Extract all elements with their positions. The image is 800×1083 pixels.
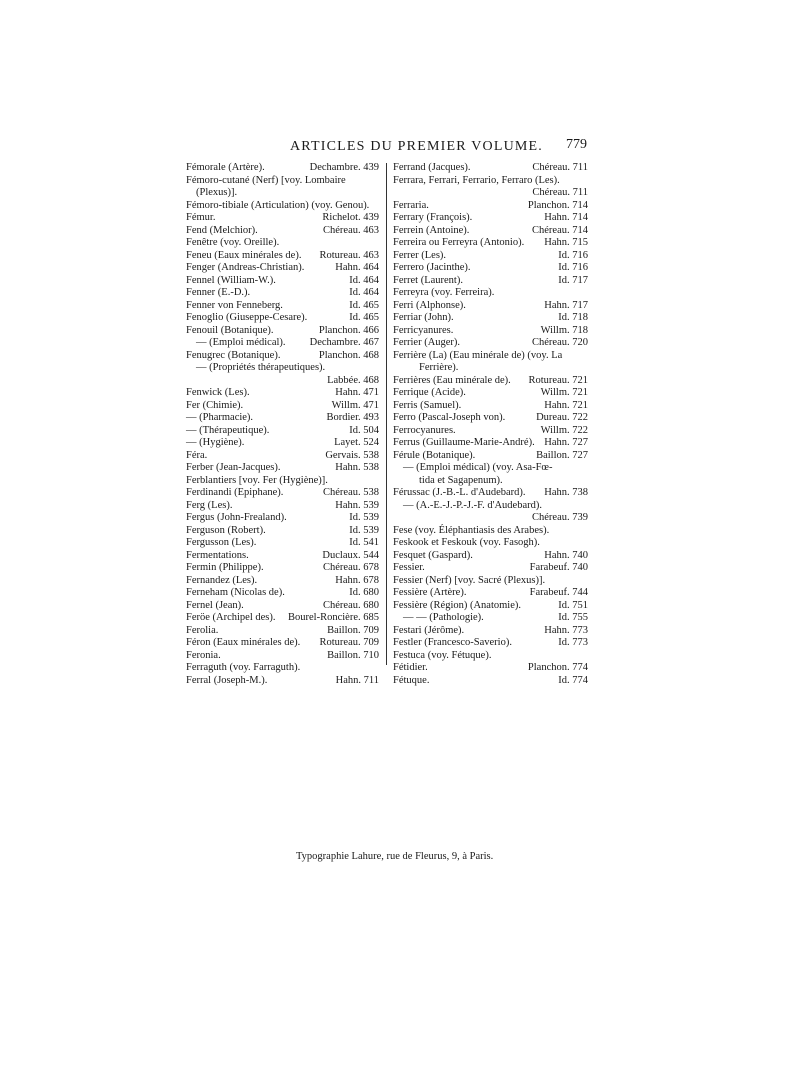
entry-author-page: Planchon. 714 xyxy=(527,199,588,211)
entry-author-page: Hahn. 471 xyxy=(335,387,379,398)
entry-author-page: Dureau. 722 xyxy=(536,412,588,423)
entry-author-page: Planchon. 468 xyxy=(318,349,379,361)
index-entry xyxy=(393,287,588,300)
entry-term: Ferneham (Nicolas de). xyxy=(186,587,285,598)
entry-term: Feröe (Archipel des). xyxy=(186,612,276,623)
entry-term: Ferrocyanures. xyxy=(393,424,456,436)
entry-author-page: Planchon. 466 xyxy=(318,324,379,336)
entry-author-page: Labbée. 468 xyxy=(327,374,379,386)
entry-term: Fergusson (Les). xyxy=(186,537,257,548)
index-entry xyxy=(393,300,588,313)
entry-author-page: Id. 718 xyxy=(558,312,588,323)
printer-imprint: Typographie Lahure, rue de Fleurus, 9, à Paris. xyxy=(296,851,494,862)
entry-author-page: Hahn. 773 xyxy=(544,624,588,636)
entry-term: Fétidier. xyxy=(393,662,428,673)
entry-term: Ferguson (Robert). xyxy=(186,524,266,536)
entry-author-page: Farabeuf. 740 xyxy=(529,562,588,573)
entry-author-page: Chéreau. 739 xyxy=(532,512,588,523)
entry-author-page: Id. 751 xyxy=(558,599,588,611)
index-entry xyxy=(393,375,588,388)
entry-term: Ferrière (La) (Eau minérale de) (voy. La xyxy=(393,349,563,361)
entry-author-page: Planchon. 774 xyxy=(527,662,588,673)
entry-term: Ferret (Laurent). xyxy=(393,274,463,286)
index-entry xyxy=(393,625,588,638)
entry-term: Fennel (William-W.). xyxy=(186,274,276,286)
entry-term: Ferreyra (voy. Ferreira). xyxy=(393,287,495,298)
index-entry xyxy=(393,450,588,463)
entry-author-page: Dechambre. 439 xyxy=(309,162,379,173)
entry-author-page: Hahn. 715 xyxy=(544,237,588,248)
entry-author-page: Id. 464 xyxy=(349,274,379,286)
index-entry xyxy=(186,325,379,338)
entry-term: Ferro (Pascal-Joseph von). xyxy=(393,412,506,423)
entry-author-page: Chéreau. 680 xyxy=(323,599,379,611)
index-entry xyxy=(393,575,588,588)
index-entry xyxy=(393,262,588,275)
entry-term: Fémur. xyxy=(186,212,216,223)
entry-term: Fernel (Jean). xyxy=(186,599,244,611)
index-entry xyxy=(393,400,588,413)
index-entry xyxy=(393,562,588,575)
entry-author-page: Willm. 718 xyxy=(540,324,588,336)
entry-term: Ferrein (Antoine). xyxy=(393,224,470,236)
entry-author-page: Rotureau. 463 xyxy=(319,249,379,261)
index-entry xyxy=(186,537,379,550)
entry-term: Ferrand (Jacques). xyxy=(393,162,471,173)
entry-term: Ferreira ou Ferreyra (Antonio). xyxy=(393,237,525,248)
entry-term: Fenouil (Botanique). xyxy=(186,324,274,336)
entry-author-page: Chéreau. 711 xyxy=(532,162,588,173)
entry-author-page: Hahn. 721 xyxy=(544,399,588,411)
entry-author-page: Id. 504 xyxy=(349,424,379,436)
entry-term: Ferblantiers [voy. Fer (Hygiène)]. xyxy=(186,474,328,486)
entry-term: Ferri (Alphonse). xyxy=(393,299,466,311)
index-entry xyxy=(393,237,588,250)
entry-author-page: Id. 541 xyxy=(349,537,379,548)
entry-author-page: Id. 716 xyxy=(558,249,588,261)
entry-term: Ferrara, Ferrari, Ferrario, Ferraro (Les). xyxy=(393,174,560,186)
index-entry xyxy=(186,337,379,350)
entry-term: Fémoro-cutané (Nerf) [voy. Lombaire xyxy=(186,174,346,186)
entry-author-page: Hahn. 678 xyxy=(335,574,379,586)
index-entry xyxy=(393,537,588,550)
index-entry xyxy=(186,650,379,663)
entry-term: Fessier. xyxy=(393,562,425,573)
entry-term: Fermentations. xyxy=(186,549,249,561)
index-entry xyxy=(393,525,588,538)
entry-author-page: Hahn. 717 xyxy=(544,299,588,311)
entry-author-page: Richelot. 439 xyxy=(322,212,379,223)
entry-author-page: Id. 539 xyxy=(349,512,379,523)
index-entry xyxy=(186,562,379,575)
index-entry xyxy=(186,450,379,463)
index-entry xyxy=(393,587,588,600)
entry-term: Festler (Francesco-Saverio). xyxy=(393,637,512,648)
entry-author-page: Bourel-Roncière. 685 xyxy=(288,612,379,623)
entry-term: — (Emploi médical) (voy. Asa-Fœ- xyxy=(403,462,553,473)
entry-term: Fenger (Andreas-Christian). xyxy=(186,262,305,273)
index-entry xyxy=(186,312,379,325)
entry-author-page: Hahn. 711 xyxy=(335,674,379,686)
entry-author-page: Chéreau. 678 xyxy=(323,562,379,573)
entry-term: Fémorale (Artère). xyxy=(186,162,265,173)
entry-author-page: Id. 774 xyxy=(558,674,588,686)
page-title: ARTICLES DU PREMIER VOLUME. xyxy=(290,139,543,154)
entry-term: Fer (Chimie). xyxy=(186,399,244,411)
entry-author-page: Chéreau. 720 xyxy=(532,337,588,348)
entry-term: Feskook et Feskouk (voy. Fasogh). xyxy=(393,537,540,548)
entry-term: — (Pharmacie). xyxy=(186,412,254,423)
index-entry xyxy=(186,187,379,200)
index-column-left xyxy=(186,162,379,687)
index-entry xyxy=(186,425,379,438)
entry-term: Fémoro-tibiale (Articulation) (voy. Genou). xyxy=(186,199,370,211)
index-entry xyxy=(186,662,379,675)
index-entry xyxy=(186,350,379,363)
index-entry xyxy=(186,500,379,513)
index-entry xyxy=(393,512,588,525)
entry-author-page: Rotureau. 721 xyxy=(528,374,588,386)
entry-term: Ferrer (Les). xyxy=(393,249,447,261)
entry-author-page: Farabeuf. 744 xyxy=(529,587,588,598)
index-entry xyxy=(393,250,588,263)
entry-term: — (Emploi médical). xyxy=(196,337,286,348)
index-entry xyxy=(393,350,588,363)
index-entry xyxy=(393,475,588,488)
entry-author-page: Id. 465 xyxy=(349,299,379,311)
index-entry xyxy=(186,300,379,313)
entry-term: Fernandez (Les). xyxy=(186,574,258,586)
entry-term: Fétuque. xyxy=(393,674,430,686)
entry-author-page: Id. 465 xyxy=(349,312,379,323)
entry-term: Ferraguth (voy. Farraguth). xyxy=(186,662,301,673)
index-entry xyxy=(393,600,588,613)
index-entry xyxy=(393,612,588,625)
index-entry xyxy=(186,637,379,650)
index-entry xyxy=(393,275,588,288)
index-entry xyxy=(186,475,379,488)
index-entry xyxy=(393,462,588,475)
index-entry xyxy=(393,387,588,400)
index-entry xyxy=(393,425,588,438)
entry-author-page: Baillon. 727 xyxy=(536,449,588,461)
entry-term: Ferricyanures. xyxy=(393,324,454,336)
entry-term: Ferris (Samuel). xyxy=(393,399,462,411)
index-entry xyxy=(186,412,379,425)
entry-term: Ferrero (Jacinthe). xyxy=(393,262,471,273)
entry-term: Fessière (Région) (Anatomie). xyxy=(393,599,522,611)
index-entry xyxy=(393,437,588,450)
entry-term: Fenugrec (Botanique). xyxy=(186,349,281,361)
index-entry xyxy=(186,575,379,588)
index-entry xyxy=(186,550,379,563)
entry-term: Fenoglio (Giuseppe-Cesare). xyxy=(186,312,308,323)
index-entry xyxy=(186,387,379,400)
entry-author-page: Id. 717 xyxy=(558,274,588,286)
entry-term: Ferriar (John). xyxy=(393,312,454,323)
entry-term: Ferber (Jean-Jacques). xyxy=(186,462,281,473)
entry-author-page: Dechambre. 467 xyxy=(309,337,379,348)
entry-term: Fermin (Philippe). xyxy=(186,562,264,573)
index-entry xyxy=(393,637,588,650)
entry-term: Festari (Jérôme). xyxy=(393,624,465,636)
index-entry xyxy=(393,337,588,350)
entry-author-page: Willm. 722 xyxy=(540,424,588,436)
index-entry xyxy=(186,612,379,625)
entry-term: Féron (Eaux minérales de). xyxy=(186,637,301,648)
entry-term: (Plexus)]. xyxy=(196,187,238,198)
index-entry xyxy=(186,675,379,688)
entry-term: Férule (Botanique). xyxy=(393,449,476,461)
index-entry xyxy=(393,187,588,200)
entry-term: Ferrary (François). xyxy=(393,212,473,223)
entry-author-page: Baillon. 710 xyxy=(327,649,379,661)
entry-author-page: Chéreau. 711 xyxy=(532,187,588,198)
index-entry xyxy=(393,662,588,675)
entry-author-page: Chéreau. 463 xyxy=(323,224,379,236)
entry-term: Ferrière). xyxy=(419,362,459,373)
entry-term: tida et Sagapenum). xyxy=(419,474,503,486)
index-entry xyxy=(186,400,379,413)
entry-author-page: Chéreau. 538 xyxy=(323,487,379,498)
index-entry xyxy=(186,525,379,538)
entry-author-page: Rotureau. 709 xyxy=(319,637,379,648)
entry-term: — (Thérapeutique). xyxy=(186,424,270,436)
index-column-right xyxy=(393,162,588,687)
entry-author-page: Id. 680 xyxy=(349,587,379,598)
entry-author-page: Hahn. 714 xyxy=(544,212,588,223)
entry-term: Fenner (E.-D.). xyxy=(186,287,251,298)
index-entry xyxy=(186,512,379,525)
index-entry xyxy=(186,175,379,188)
entry-term: Ferdinandi (Epiphane). xyxy=(186,487,284,498)
index-entry xyxy=(393,500,588,513)
entry-term: Ferolia. xyxy=(186,624,219,636)
entry-term: Ferrières (Eau minérale de). xyxy=(393,374,511,386)
entry-term: Ferrier (Auger). xyxy=(393,337,461,348)
entry-term: Fenwick (Les). xyxy=(186,387,250,398)
entry-author-page: Hahn. 538 xyxy=(335,462,379,473)
entry-term: Fesquet (Gaspard). xyxy=(393,549,473,561)
entry-term: Fessier (Nerf) [voy. Sacré (Plexus)]. xyxy=(393,574,546,586)
index-entry xyxy=(186,200,379,213)
entry-term: Ferraria. xyxy=(393,199,429,211)
entry-term: — (Hygiène). xyxy=(186,437,245,448)
index-entry xyxy=(186,587,379,600)
entry-term: — — (Pathologie). xyxy=(403,612,484,623)
index-entry xyxy=(186,375,379,388)
entry-term: Férussac (J.-B.-L. d'Audebard). xyxy=(393,487,526,498)
entry-author-page: Hahn. 464 xyxy=(335,262,379,273)
entry-author-page: Hahn. 727 xyxy=(544,437,588,448)
column-divider xyxy=(386,163,387,665)
page-number: 779 xyxy=(566,137,587,152)
entry-term: — (A.-E.-J.-P.-J.-F. d'Audebard). xyxy=(403,499,542,511)
entry-author-page: Id. 539 xyxy=(349,524,379,536)
index-entry xyxy=(186,212,379,225)
index-entry xyxy=(393,162,588,175)
entry-term: Ferg (Les). xyxy=(186,499,233,511)
index-entry xyxy=(393,550,588,563)
entry-author-page: Chéreau. 714 xyxy=(532,224,588,236)
entry-author-page: Gervais. 538 xyxy=(325,449,379,461)
entry-author-page: Id. 716 xyxy=(558,262,588,273)
entry-author-page: Layet. 524 xyxy=(334,437,379,448)
index-entry xyxy=(393,487,588,500)
entry-term: Fese (voy. Éléphantiasis des Arabes). xyxy=(393,524,550,536)
index-entry xyxy=(186,362,379,375)
entry-term: Ferrique (Acide). xyxy=(393,387,466,398)
entry-author-page: Duclaux. 544 xyxy=(322,549,379,561)
entry-author-page: Id. 755 xyxy=(558,612,588,623)
index-entry xyxy=(393,412,588,425)
entry-term: Festuca (voy. Fétuque). xyxy=(393,649,492,661)
entry-author-page: Bordier. 493 xyxy=(326,412,379,423)
entry-author-page: Willm. 721 xyxy=(540,387,588,398)
index-entry xyxy=(393,312,588,325)
index-entry xyxy=(186,225,379,238)
index-entry xyxy=(186,262,379,275)
entry-author-page: Hahn. 738 xyxy=(544,487,588,498)
entry-term: Ferrus (Guillaume-Marie-André). xyxy=(393,437,535,448)
index-entry xyxy=(186,250,379,263)
entry-term: Féra. xyxy=(186,449,208,461)
index-entry xyxy=(393,650,588,663)
index-entry xyxy=(393,325,588,338)
entry-term: Feronia. xyxy=(186,649,221,661)
index-entry xyxy=(393,200,588,213)
entry-author-page: Id. 464 xyxy=(349,287,379,298)
index-entry xyxy=(186,437,379,450)
index-entry xyxy=(186,487,379,500)
entry-term: — (Propriétés thérapeutiques). xyxy=(196,362,326,373)
index-entry xyxy=(186,600,379,613)
entry-term: Fend (Melchior). xyxy=(186,224,258,236)
entry-author-page: Hahn. 539 xyxy=(335,499,379,511)
entry-term: Fenêtre (voy. Oreille). xyxy=(186,237,280,248)
index-entry xyxy=(186,625,379,638)
entry-term: Ferral (Joseph-M.). xyxy=(186,674,268,686)
entry-author-page: Hahn. 740 xyxy=(544,549,588,561)
index-entry xyxy=(186,162,379,175)
index-entry xyxy=(393,212,588,225)
index-entry xyxy=(393,225,588,238)
index-entry xyxy=(393,362,588,375)
index-entry xyxy=(393,175,588,188)
index-entry xyxy=(186,287,379,300)
entry-term: Fergus (John-Frealand). xyxy=(186,512,287,523)
index-entry xyxy=(186,237,379,250)
entry-term: Feneu (Eaux minérales de). xyxy=(186,249,302,261)
entry-author-page: Id. 773 xyxy=(558,637,588,648)
entry-author-page: Baillon. 709 xyxy=(327,624,379,636)
index-entry xyxy=(393,675,588,688)
index-entry xyxy=(186,275,379,288)
entry-term: Fenner von Fenneberg. xyxy=(186,299,283,311)
index-entry xyxy=(186,462,379,475)
entry-author-page: Willm. 471 xyxy=(331,399,379,411)
entry-term: Fessière (Artère). xyxy=(393,587,467,598)
